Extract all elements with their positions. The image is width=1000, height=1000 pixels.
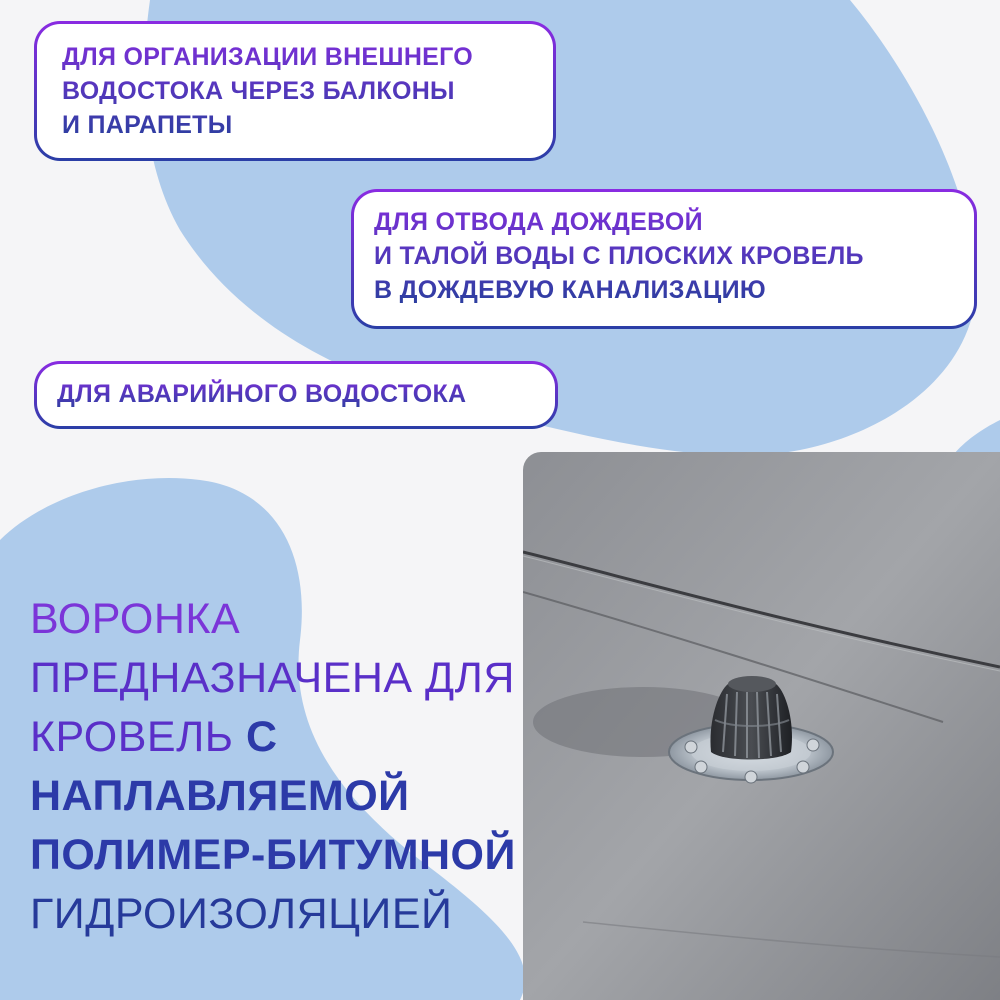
- roof-drain-photo: [523, 452, 1000, 1000]
- headline-line-2: ПРЕДНАЗНАЧЕНА ДЛЯ: [30, 654, 515, 702]
- headline-line-6: ГИДРОИЗОЛЯЦИЕЙ: [30, 890, 453, 938]
- feature-flat-roofs: [351, 189, 977, 329]
- feature-balconies: [34, 21, 556, 161]
- headline-line-3a: КРОВЕЛЬ: [30, 713, 246, 761]
- feature-flat-roofs-text: ДЛЯ ОТВОДА ДОЖДЕВОЙ И ТАЛОЙ ВОДЫ С ПЛОСКИХ КРОВЕЛЬ В ДОЖДЕВУЮ КАНАЛИЗАЦИЮ: [374, 205, 864, 307]
- headline-line-3: [30, 708, 510, 767]
- feature-emergency-text: ДЛЯ АВАРИЙНОГО ВОДОСТОКА: [57, 377, 466, 411]
- roof-drain-photo-image: [523, 452, 1000, 1000]
- headline-line-5: ПОЛИМЕР-БИТУМНОЙ: [30, 831, 516, 879]
- headline: [30, 590, 516, 944]
- headline-line-1: ВОРОНКА: [30, 595, 241, 643]
- headline-line-3b: С: [245, 713, 278, 761]
- headline-line-4: НАПЛАВЛЯЕМОЙ: [30, 772, 410, 820]
- feature-emergency: [34, 361, 558, 429]
- feature-balconies-text: ДЛЯ ОРГАНИЗАЦИИ ВНЕШНЕГО ВОДОСТОКА ЧЕРЕЗ БАЛКОНЫ И ПАРАПЕТЫ: [62, 40, 473, 142]
